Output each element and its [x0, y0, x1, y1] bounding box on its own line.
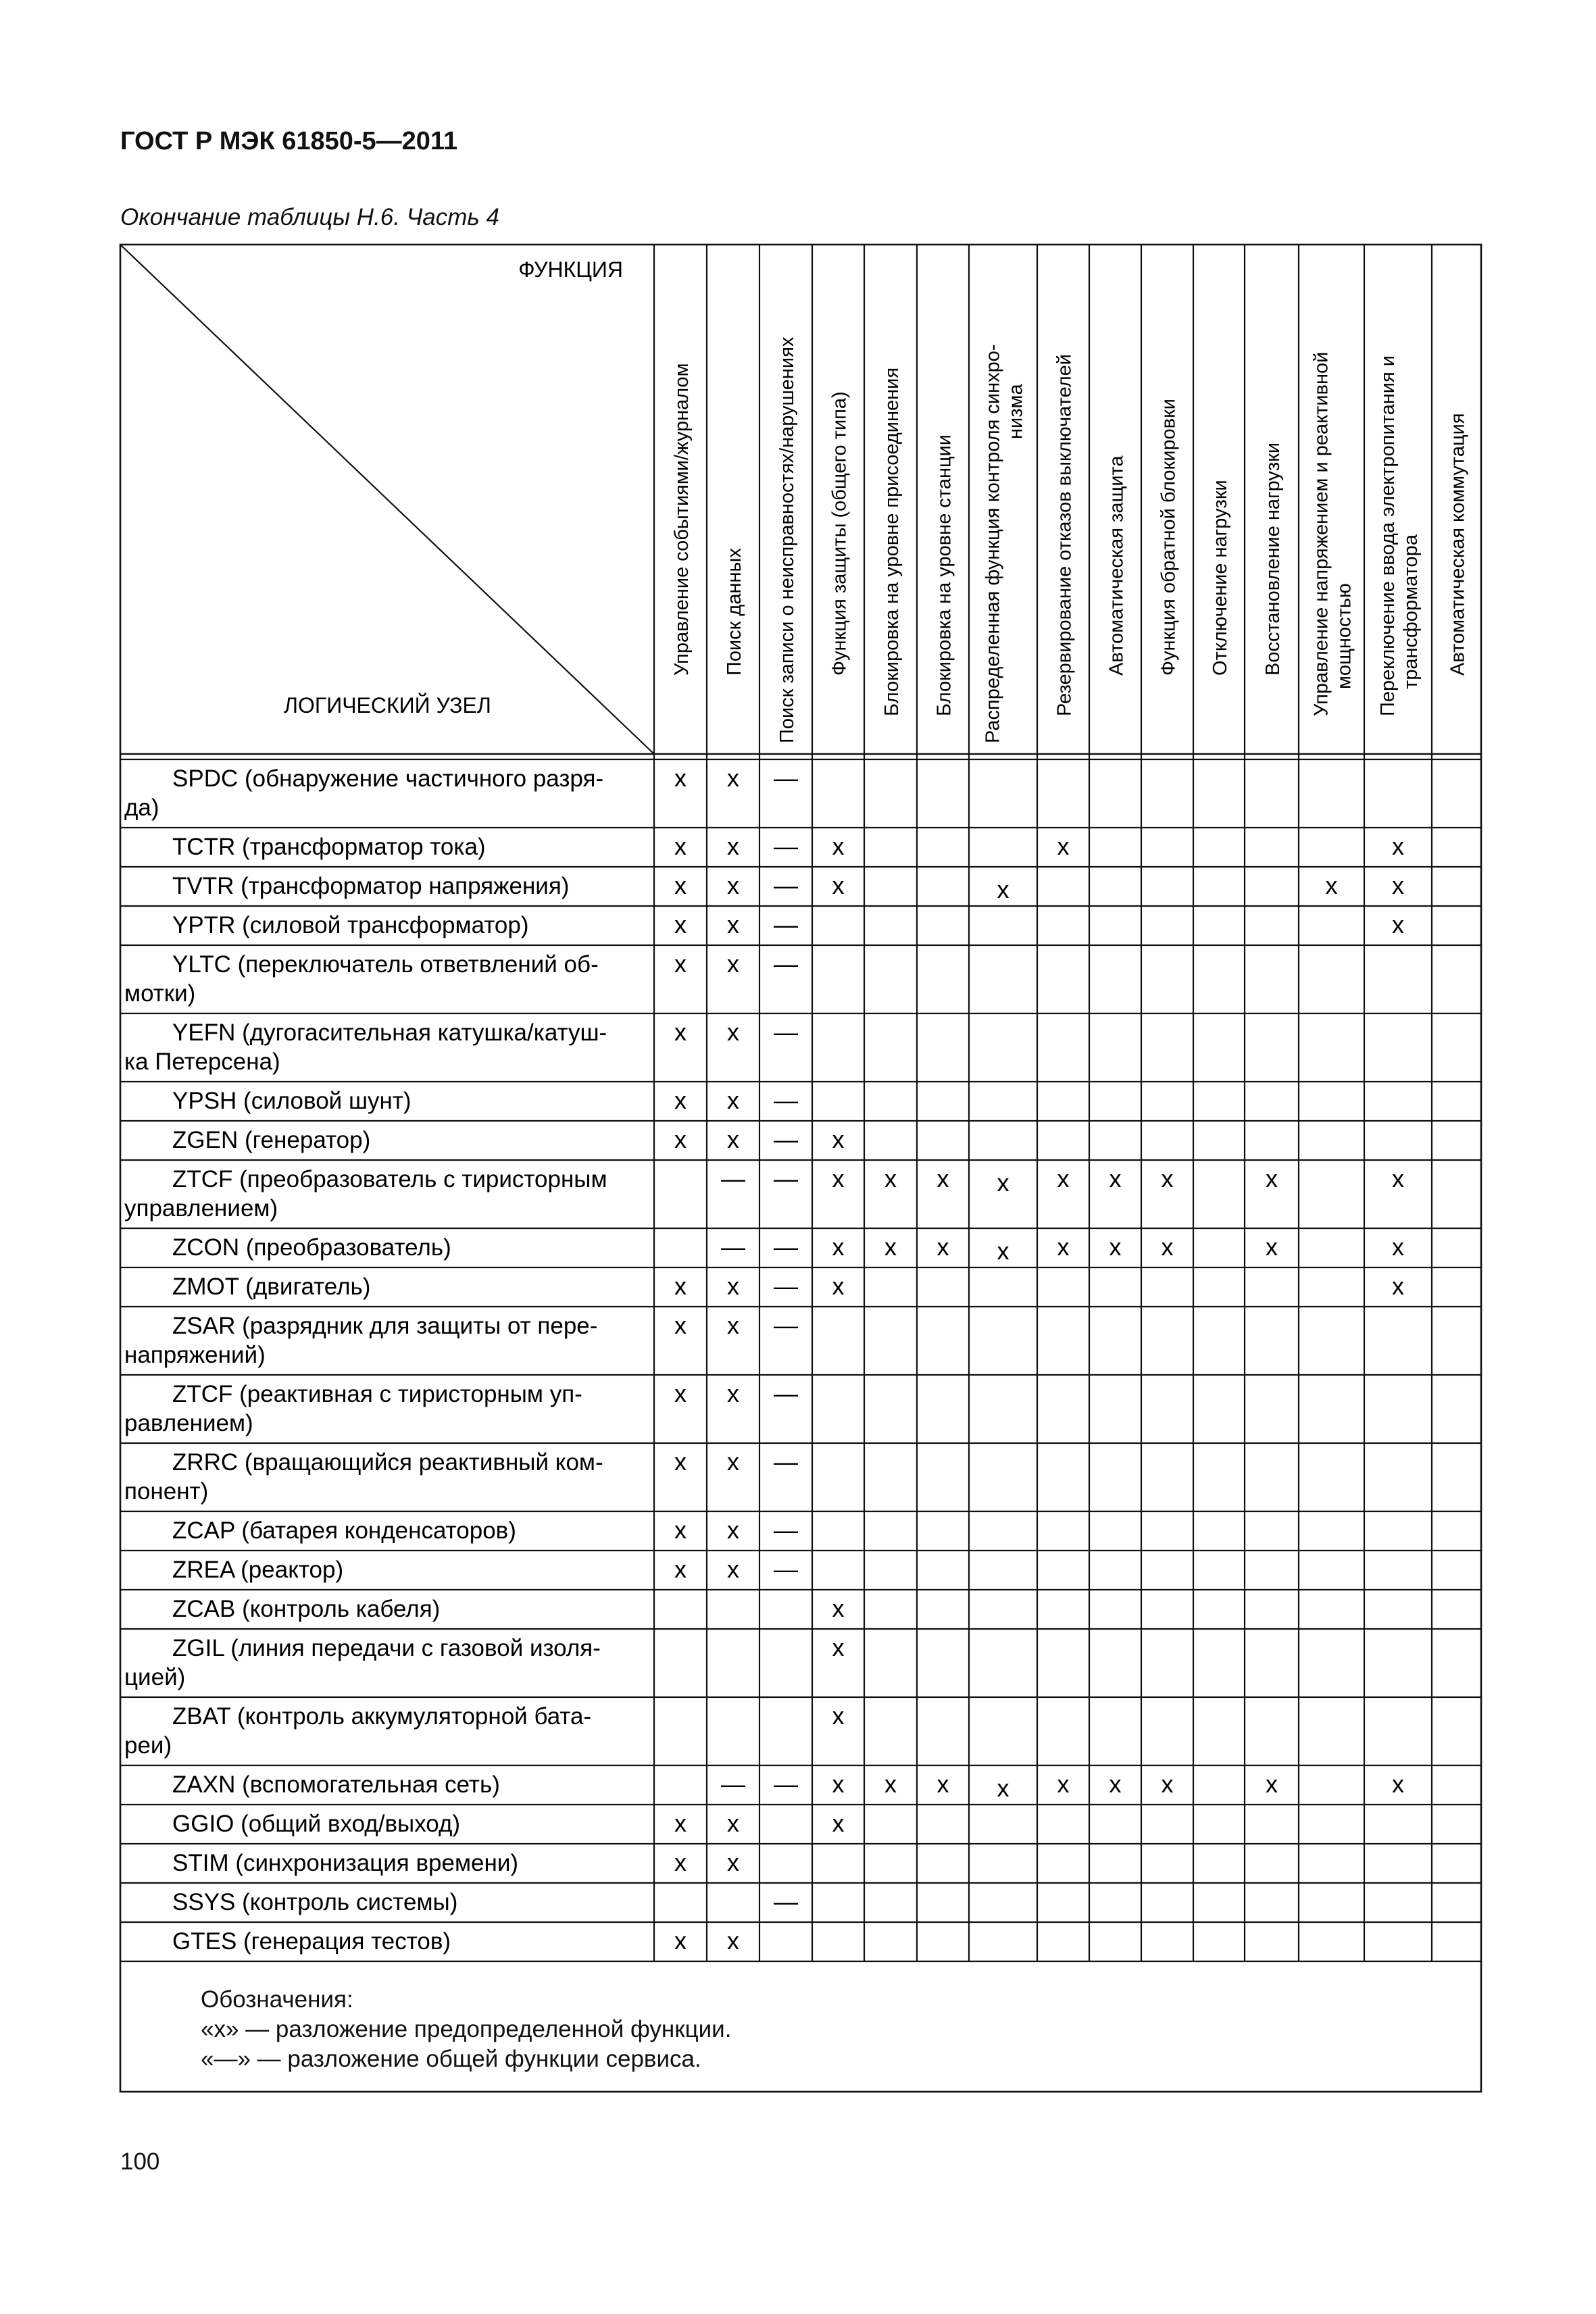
column-header-5	[881, 368, 903, 716]
mark-x: x	[997, 1774, 1009, 1802]
mark-x: x	[832, 1126, 845, 1153]
mark-x: x	[832, 832, 845, 860]
node-label-cont: напряжений)	[124, 1342, 266, 1368]
mark-x: x	[674, 1927, 687, 1955]
mark-x: x	[1392, 911, 1404, 938]
node-label-cont: понент)	[124, 1478, 209, 1505]
node-label: ZTCF (реактивная с тиристорным уп-	[172, 1381, 582, 1407]
column-header-9	[1106, 455, 1128, 676]
column-header-text: Автоматическая защита	[1105, 455, 1128, 676]
mark-x: x	[727, 1448, 739, 1476]
mark-x: x	[832, 1770, 845, 1798]
column-header-text: Резервирование отказов выключателей	[1053, 354, 1076, 716]
column-header-text: Восстановление нагрузки	[1262, 442, 1284, 676]
mark-x: x	[1266, 1233, 1278, 1261]
mark-dash: —	[774, 1555, 798, 1583]
column-header-2	[724, 548, 745, 676]
mark-x: x	[727, 911, 739, 938]
mark-x: x	[727, 1018, 739, 1046]
document-title: ГОСТ Р МЭК 61850-5—2011	[120, 127, 458, 155]
corner-function-label: ФУНКЦИЯ	[518, 257, 623, 282]
column-header-6	[934, 434, 955, 716]
column-header-text: Блокировка на уровне станции	[933, 434, 955, 716]
mark-x: x	[727, 1809, 739, 1837]
legend-title: Обозначения:	[201, 1986, 353, 2013]
column-header-7	[982, 344, 1027, 743]
mark-dash: —	[774, 1448, 798, 1476]
node-label: SSYS (контроль системы)	[172, 1889, 458, 1915]
node-label: GTES (генерация тестов)	[172, 1928, 451, 1955]
mark-x: x	[727, 1848, 739, 1876]
mark-x: x	[1161, 1233, 1174, 1261]
node-label: STIM (синхронизация времени)	[172, 1850, 519, 1876]
mark-x: x	[674, 1380, 687, 1407]
column-header-11	[1210, 480, 1231, 676]
node-label: SPDC (обнаружение частичного разря-	[172, 765, 604, 792]
mark-x: x	[674, 832, 687, 860]
page-number: 100	[120, 2148, 160, 2175]
mark-dash: —	[774, 1770, 798, 1798]
node-label: ZSAR (разрядник для защиты от пере-	[172, 1313, 598, 1339]
mark-x: x	[1392, 832, 1404, 860]
mark-x: x	[727, 1311, 739, 1339]
node-label-cont: цией)	[124, 1664, 186, 1690]
mark-x: x	[1325, 872, 1338, 899]
mark-dash: —	[774, 1018, 798, 1046]
mark-x: x	[832, 1702, 845, 1730]
mark-dash: —	[774, 1165, 798, 1192]
mark-x: x	[884, 1233, 897, 1261]
node-label-cont: ка Петерсена)	[124, 1049, 280, 1075]
mark-dash: —	[774, 1233, 798, 1261]
mark-x: x	[674, 872, 687, 899]
column-header-text: Поиск данных	[724, 548, 745, 676]
mark-x: x	[727, 1380, 739, 1407]
mark-x: x	[727, 1126, 739, 1153]
mark-dash: —	[721, 1233, 745, 1261]
mark-x: x	[1392, 872, 1404, 899]
mark-x: x	[832, 1272, 845, 1300]
mark-dash: —	[774, 872, 798, 899]
mark-x: x	[1266, 1165, 1278, 1192]
node-label: TCTR (трансформатор тока)	[172, 834, 486, 860]
node-label: ZGIL (линия передачи с газовой изоля-	[172, 1635, 601, 1661]
mark-x: x	[937, 1770, 949, 1798]
mark-x: x	[727, 832, 739, 860]
column-header-13	[1311, 352, 1355, 716]
legend	[201, 1985, 731, 2074]
mark-x: x	[727, 1516, 739, 1544]
mark-x: x	[727, 1555, 739, 1583]
corner-diagonal	[120, 245, 654, 754]
mark-x: x	[674, 950, 687, 978]
mark-x: x	[1392, 1165, 1404, 1192]
node-label: ZCON (преобразователь)	[172, 1234, 451, 1261]
node-label: TVTR (трансформатор напряжения)	[172, 873, 570, 899]
mark-x: x	[1109, 1233, 1122, 1261]
mark-x: x	[674, 1516, 687, 1544]
column-header-text: Автоматическая коммутация	[1447, 413, 1469, 676]
mark-x: x	[727, 950, 739, 978]
mark-dash: —	[774, 832, 798, 860]
mark-x: x	[1392, 1272, 1404, 1300]
mark-x: x	[832, 1634, 845, 1661]
node-label: ZRRC (вращающийся реактивный ком-	[172, 1449, 603, 1476]
column-header-text: Отключение нагрузки	[1210, 480, 1231, 676]
mark-x: x	[674, 1086, 687, 1114]
node-label: YPSH (силовой шунт)	[172, 1088, 412, 1114]
mark-dash: —	[774, 1311, 798, 1339]
mark-x: x	[997, 1169, 1009, 1197]
node-label: ZMOT (двигатель)	[172, 1274, 371, 1300]
mark-x: x	[1057, 1165, 1070, 1192]
mark-x: x	[884, 1770, 897, 1798]
node-label: ZTCF (преобразователь с тиристорным	[172, 1166, 607, 1192]
column-header-text: Блокировка на уровне присоединения	[881, 367, 903, 716]
node-label: YPTR (силовой трансформатор)	[172, 912, 529, 938]
table-caption: Окончание таблицы Н.6. Часть 4	[120, 204, 500, 230]
node-label: ZCAP (батарея конденсаторов)	[172, 1517, 516, 1544]
mark-x: x	[997, 876, 1009, 903]
mark-x: x	[1266, 1770, 1278, 1798]
mark-x: x	[832, 1165, 845, 1192]
mark-x: x	[937, 1165, 949, 1192]
mark-x: x	[1161, 1770, 1174, 1798]
mark-x: x	[832, 1233, 845, 1261]
mark-x: x	[832, 1809, 845, 1837]
column-header-text: трансформатора	[1400, 534, 1422, 689]
node-label: ZAXN (вспомогательная сеть)	[172, 1771, 500, 1798]
mark-x: x	[884, 1165, 897, 1192]
mark-x: x	[674, 1126, 687, 1153]
node-label-cont: управлением)	[124, 1195, 278, 1222]
mark-x: x	[1392, 1233, 1404, 1261]
column-header-text: Переключение ввода электропитания и	[1377, 355, 1399, 716]
column-header-12	[1262, 443, 1284, 676]
node-label: YLTC (переключатель ответвлений об-	[172, 951, 599, 978]
legend-dash: «—» — разложение общей функции сервиса.	[201, 2046, 701, 2072]
mark-x: x	[1109, 1165, 1122, 1192]
mark-x: x	[1057, 1770, 1070, 1798]
mark-x: x	[1057, 832, 1070, 860]
column-header-text: Функция защиты (общего типа)	[828, 391, 851, 676]
mark-dash: —	[774, 950, 798, 978]
column-header-text: низма	[1005, 384, 1027, 439]
node-label: ZREA (реактор)	[172, 1557, 344, 1583]
node-label: ZBAT (контроль аккумуляторной бата-	[172, 1703, 592, 1730]
node-label-cont: мотки)	[124, 980, 196, 1007]
mark-x: x	[1109, 1770, 1122, 1798]
mark-dash: —	[774, 1272, 798, 1300]
mark-x: x	[674, 1272, 687, 1300]
mark-dash: —	[721, 1165, 745, 1192]
column-header-3	[776, 336, 798, 743]
column-header-14	[1377, 355, 1422, 716]
column-header-text: Управление напряжением и реактивной	[1310, 351, 1332, 716]
mark-dash: —	[774, 764, 798, 792]
mark-x: x	[1161, 1165, 1174, 1192]
column-header-4	[829, 391, 851, 676]
mark-x: x	[674, 1555, 687, 1583]
node-label: GGIO (общий вход/выход)	[172, 1811, 461, 1837]
mark-x: x	[674, 1448, 687, 1476]
mark-x: x	[937, 1233, 949, 1261]
mark-x: x	[674, 764, 687, 792]
column-header-text: мощностью	[1333, 583, 1355, 689]
mark-dash: —	[774, 1086, 798, 1114]
mark-x: x	[727, 1086, 739, 1114]
mark-x: x	[1392, 1770, 1404, 1798]
mark-dash: —	[774, 1380, 798, 1407]
mark-x: x	[1057, 1233, 1070, 1261]
mark-x: x	[674, 1311, 687, 1339]
column-header-text: Функция обратной блокировки	[1157, 399, 1180, 676]
node-label: ZGEN (генератор)	[172, 1127, 371, 1153]
node-label: ZCAB (контроль кабеля)	[172, 1596, 441, 1622]
mark-x: x	[727, 1927, 739, 1955]
node-label-cont: равлением)	[124, 1410, 253, 1436]
mark-x: x	[727, 872, 739, 899]
mark-x: x	[727, 1272, 739, 1300]
node-label: YEFN (дугогасительная катушка/катуш-	[172, 1020, 607, 1046]
column-header-1	[671, 363, 693, 676]
mark-dash: —	[774, 1516, 798, 1544]
mark-x: x	[832, 1594, 845, 1622]
node-label-cont: реи)	[124, 1732, 172, 1759]
column-header-text: Поиск записи о неисправностях/нарушениях	[776, 336, 798, 743]
corner-node-label: ЛОГИЧЕСКИЙ УЗЕЛ	[284, 693, 491, 718]
mark-x: x	[832, 872, 845, 899]
column-header-15	[1447, 413, 1469, 676]
mark-x: x	[727, 764, 739, 792]
mark-dash: —	[774, 1888, 798, 1915]
mark-x: x	[997, 1237, 1009, 1265]
mark-dash: —	[774, 1126, 798, 1153]
mark-x: x	[674, 1809, 687, 1837]
mark-x: x	[674, 911, 687, 938]
mark-x: x	[674, 1848, 687, 1876]
column-header-text: Распределенная функция контроля синхро-	[982, 344, 1004, 743]
column-header-text: Управление событиями/журналом	[671, 363, 693, 676]
column-header-10	[1158, 399, 1180, 676]
mark-dash: —	[774, 911, 798, 938]
mark-dash: —	[721, 1770, 745, 1798]
mark-x: x	[674, 1018, 687, 1046]
legend-x: «x» — разложение предопределенной функции.	[201, 2016, 732, 2042]
node-label-cont: да)	[124, 795, 159, 821]
column-header-8	[1054, 354, 1076, 716]
